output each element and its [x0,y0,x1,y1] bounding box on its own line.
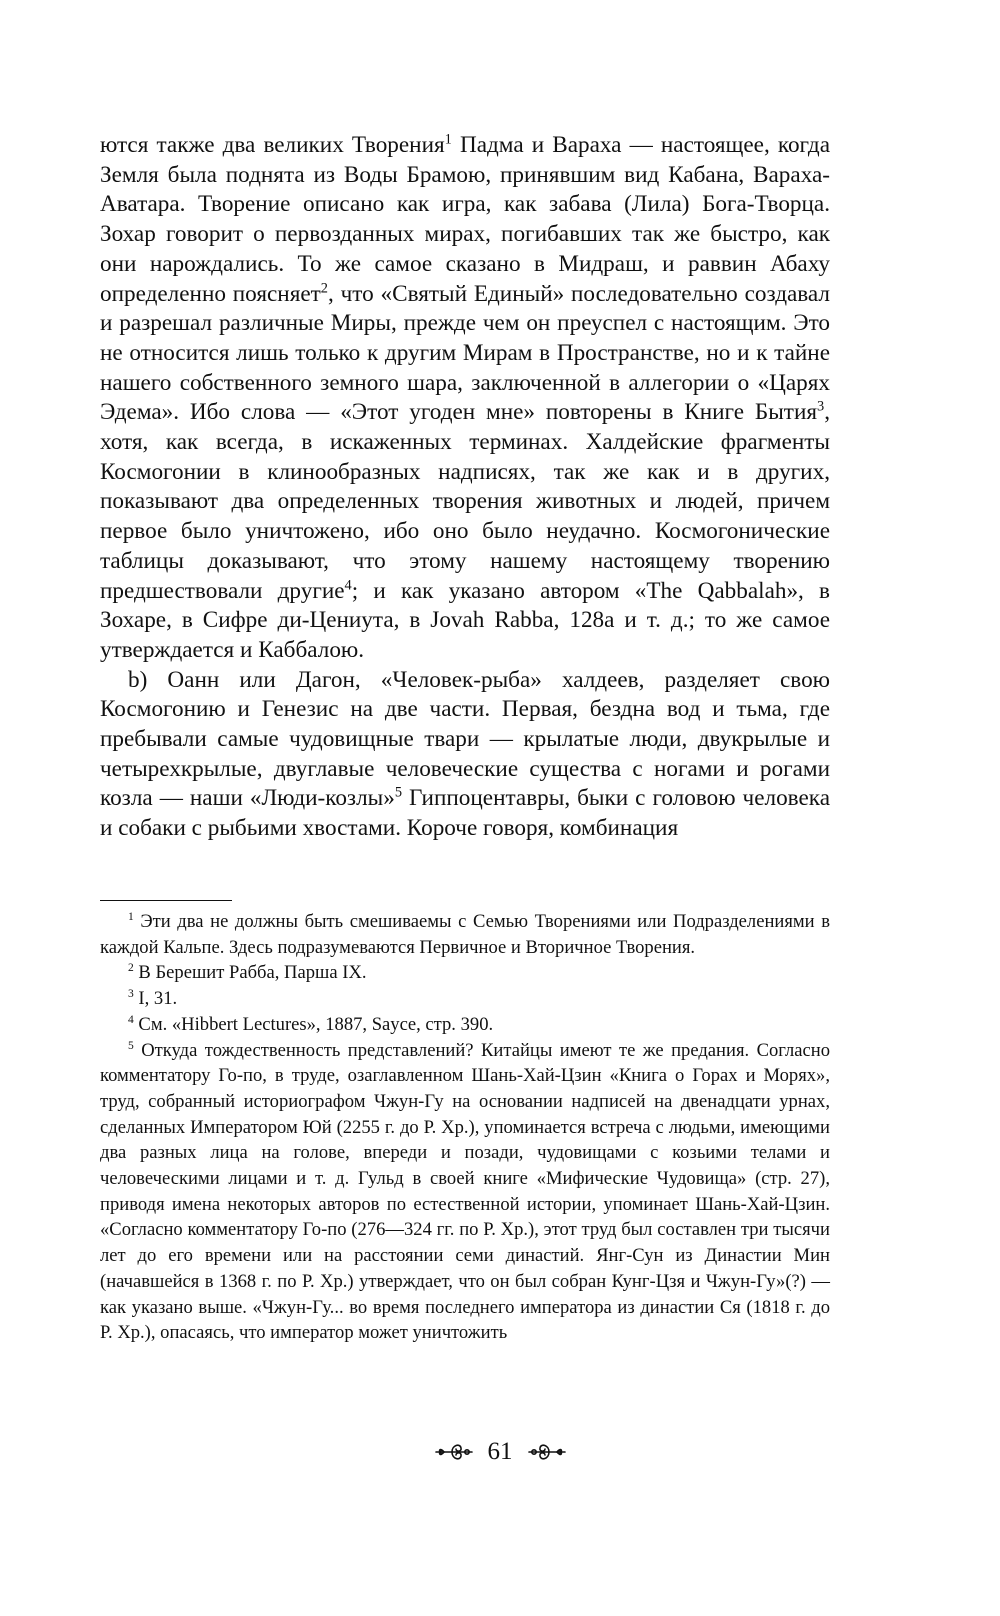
paragraph-1 [100,131,830,666]
footnote-text: См. «Hibbert Lectures», 1887, Sayce, стр. 390. [133,1013,494,1035]
footnote-ref-1: 1 [444,131,452,148]
footnote-number: 3 [128,988,134,1001]
footnote-1 [100,909,830,960]
footnote-text: I, 31. [133,988,178,1010]
text-run: Гиппоцентавры, быки с головою человека и собаки с рыбьими хвостами. Короче говоря, комбинация [100,785,830,842]
footnote-ref-5: 5 [394,784,403,801]
footnote-ref-4: 4 [344,576,352,593]
text-run: , хотя, как всегда, в искаженных терминах. Халдейские фрагменты Космогонии в клинообразных надписях, так же как и в других, показывают два определенных творения животных и людей, причем первое было уничтожено, ибо оно было неудачно. Космогонические таблицы доказывают, что этому нашему настоящему творению предшествовали другие [100,399,830,604]
right-fleuron-icon [527,1439,567,1465]
footnote-3 [100,986,830,1012]
main-text [100,131,830,844]
footnotes [100,909,830,1346]
footnote-ref-2: 2 [320,279,328,296]
text-run: ; и как указано автором «The Qabbalah», в Зохаре, в Сифре ди-Цениута, в Jovah Rabba, 128a и т. д.; то же самое утверждается и Каббалою. [100,577,831,663]
page-number: 61 [487,1438,513,1465]
text-run: , что «Святый Единый» последовательно создавал и разрешал различные Миры, прежде чем он преуспел с настоящим. Это не относится лишь только к другим Мирам в Пространстве, но и к тайне нашего собственного земного шара, заключенной в аллегории о «Царях Эдема». Ибо слова — «Этот угоден мне» повторены в Книге Бытия [100,280,830,426]
text-run: Падма и Вараха — настоящее, когда Земля была поднята из Воды Брамою, принявшим вид Кабана, Вараха-Аватара. Творение описано как игра, как забава (Лила) Бога-Творца. Зохар говорит о первозданных мирах, погибавших так же быстро, как они нарождались. То же самое сказано в Мидраш, и раввин Абаху определенно поясняет [100,132,830,307]
footnote-text: В Берешит Рабба, Парша IX. [133,962,367,984]
footnote-ref-3: 3 [817,398,825,415]
footnote-text: Откуда тождественность представлений? Китайцы имеют те же предания. Согласно комментатору Го-по, в труде, озаглавленном Шань-Хай-Цзин «Книга о Горах и Морях», труд, собранный историографом Чжун-Гу на основании надписей на двенадцати урнах, сделанных Императором Юй (2255 г. до Р. Хр.), упоминается встреча с людьми, имеющими два разных лица на голове, впереди и позади, чудовищами с козьими телами и человеческими лицами и т. д. Гульд в своей книге «Мифические Чудовища» (стр. 27), приводя имена некоторых авторов по естественной истории, упоминает Шань-Хай-Цзин. «Согласно комментатору Го-по (276—324 гг. по Р. Хр.), этот труд был составлен три тысячи лет до его времени или на расстоянии семи династий. Янг-Сун из Династии Мин (начавшейся в 1368 г. по Р. Хр.) утверждает, что он был собран Кунг-Цзя и Чжун-Гу»(?) — как указано выше. «Чжун-Гу... во время последнего императора из династии Ся (1818 г. до Р. Хр.), опасаясь, что император может уничтожить [100,1039,830,1344]
footnote-4 [100,1012,830,1038]
paragraph-2 [100,666,830,844]
page-footer [0,1432,1000,1472]
footnote-number: 5 [128,1039,134,1052]
footnote-number: 2 [128,962,134,975]
text-run: ются также два великих Творения [100,132,445,158]
footnote-2 [100,960,830,986]
footnote-number: 4 [128,1013,134,1026]
footnote-separator [100,900,232,901]
footnote-number: 1 [128,911,134,924]
footnote-5 [100,1038,830,1346]
text-run: b) Оанн или Дагон, «Человек-рыба» халдеев, разделяет свою Космогонию и Генезис на две части. Первая, бездна вод и тьма, где пребывали самые чудовищные твари — крылатые люди, двукрылые и четырехкрылые, двуглавые человеческие существа с ногами и рогами козла — наши «Люди-козлы» [100,666,830,812]
left-fleuron-icon [434,1439,474,1465]
footnote-text: Эти два не должны быть смешиваемы с Семью Творениями или Подразделениями в каждой Кальпе. Здесь подразумеваются Первичное и Вторичное Творения. [100,911,830,958]
